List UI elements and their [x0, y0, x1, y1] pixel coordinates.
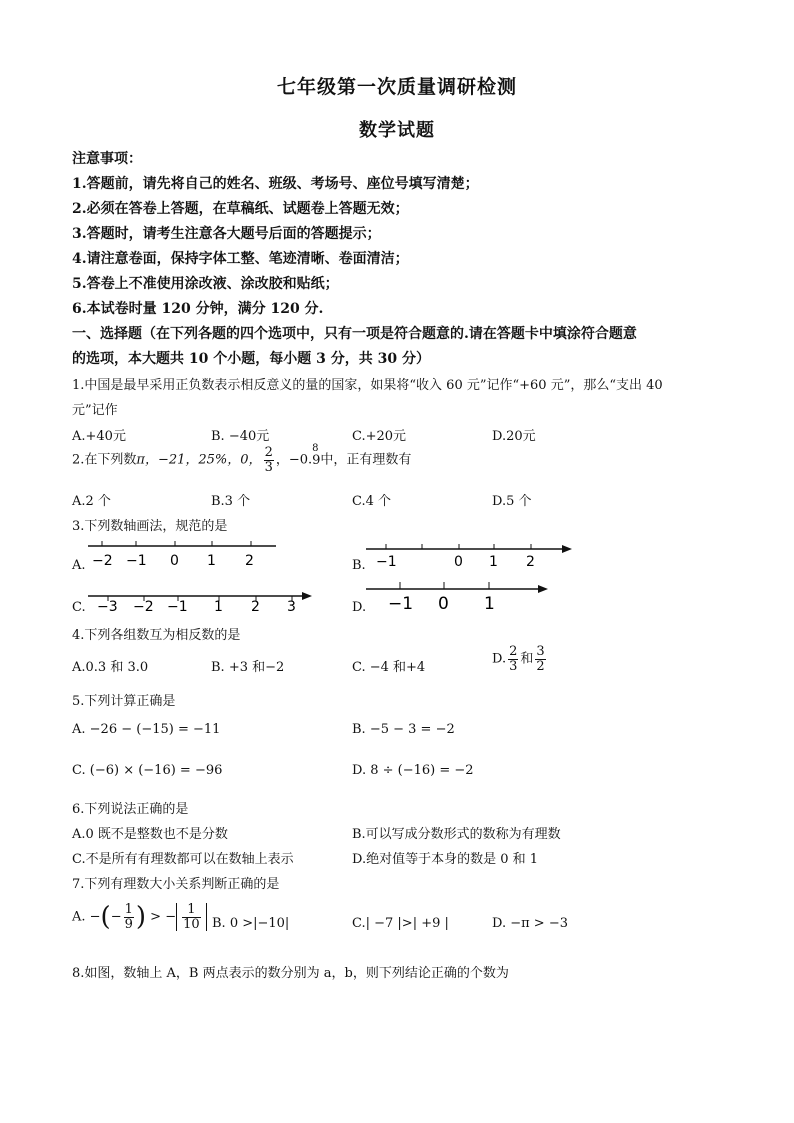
axis-label: 1 [489, 554, 498, 570]
q4-option-a: A.0.3 和 3.0 [72, 660, 149, 675]
q5-stem: 5.下列计算正确是 [72, 694, 176, 709]
q2-list: π，−21，25%，0， [136, 452, 262, 468]
q7-a-abs [176, 903, 207, 931]
axis-label: 2 [251, 599, 260, 615]
q2-prefix: 2.在下列数 [72, 452, 137, 468]
q7-option-d: D. −π > −3 [492, 916, 568, 931]
left-paren: ( [100, 902, 111, 932]
axis-label: 3 [287, 599, 296, 615]
exam-title: 七年级第一次质量调研检测 [276, 76, 517, 98]
q4-d-mid: 和 [520, 651, 534, 667]
section-heading-line1: 一、选择题（在下列各题的四个选项中，只有一项是符合题意的.请在答题卡中填涂符合题意 [72, 326, 637, 342]
q2-suffix: 中，正有理数有 [320, 452, 412, 468]
note-item: 4.请注意卷面，保持字体工整、笔迹清晰、卷面清洁； [72, 251, 409, 267]
axis-label: −2 [92, 553, 113, 569]
q4-stem: 4.下列各组数互为相反数的是 [72, 628, 241, 643]
q6-option-c: C.不是所有有理数都可以在数轴上表示 [72, 852, 294, 867]
axis-label: 0 [454, 554, 463, 570]
axis-arrow [302, 592, 312, 600]
q7-stem: 7.下列有理数大小关系判断正确的是 [72, 877, 280, 892]
q5-option-b: B. −5 − 3 = −2 [352, 722, 455, 737]
q2-option-b: B.3 个 [211, 494, 251, 509]
frac-num: 1 [124, 901, 133, 917]
axis-label: −3 [97, 599, 118, 615]
q2-frac-num: 2 [264, 445, 273, 460]
frac-den: 3 [509, 658, 518, 674]
axis-label: 1 [214, 599, 223, 615]
q1-option-a: A.+40元 [72, 429, 126, 444]
q4-d-prefix: D. [492, 651, 507, 667]
q3-axis-d [364, 580, 554, 616]
q2-option-c: C.4 个 [352, 494, 392, 509]
axis-label: 1 [484, 594, 495, 614]
q3-axis-a [86, 538, 286, 572]
note-item: 1.答题前，请先将自己的姓名、班级、考场号、座位号填写清楚； [72, 176, 479, 192]
q2-fraction [264, 446, 274, 474]
q4-d-fraction-1 [508, 645, 518, 673]
q3-stem: 3.下列数轴画法，规范的是 [72, 519, 228, 534]
q7-option-a [72, 902, 207, 932]
axis-label: −1 [388, 594, 414, 614]
q3-axis-b [364, 540, 576, 574]
q2-option-a: A.2 个 [72, 494, 111, 509]
axis-label: 2 [245, 553, 254, 569]
q7-a-minus: − [110, 909, 122, 925]
q5-option-c: C. (−6) × (−16) = −96 [72, 763, 223, 778]
q4-option-c: C. −4 和+4 [352, 660, 426, 675]
axis-arrow [562, 545, 572, 553]
q4-option-d [492, 645, 548, 673]
q2-rep-dot: 8 [312, 442, 319, 454]
axis-label: −2 [133, 599, 154, 615]
q4-d-fraction-2 [535, 645, 545, 673]
axis-label: 1 [207, 553, 216, 569]
q1-option-c: C.+20元 [352, 429, 407, 444]
q2-rep-digit: 9 [312, 452, 321, 468]
q7-a-fraction-1 [124, 903, 134, 931]
section-heading-line2: 的选项，本大题共 10 个小题，每小题 3 分，共 30 分） [72, 351, 430, 367]
axis-label: −1 [126, 553, 147, 569]
axis-label: 0 [170, 553, 179, 569]
q1-stem-line1: 1.中国是最早采用正负数表示相反意义的量的国家，如果将“收入 60 元”记作“+60 元”，那么“支出 40 [72, 378, 663, 393]
q3-label-d: D. [352, 600, 367, 615]
q6-option-b: B.可以写成分数形式的数称为有理数 [352, 827, 561, 842]
q7-a-prefix: A. − [72, 909, 101, 925]
q5-option-a: A. −26 − (−15) = −11 [72, 722, 221, 737]
right-paren: ) [135, 902, 147, 932]
q7-a-fraction-2 [182, 903, 201, 931]
q7-option-c: C.| −7 |>| +9 | [352, 916, 449, 931]
axis-label: 0 [438, 594, 449, 614]
frac-den: 9 [124, 916, 133, 932]
q1-stem-line2: 元”记作 [72, 403, 118, 418]
q3-label-b: B. [352, 558, 366, 573]
q7-option-b: B. 0 >|−10| [212, 916, 290, 931]
q3-label-c: C. [72, 600, 86, 615]
q2-repeating-digit [312, 442, 321, 468]
q6-option-d: D.绝对值等于本身的数是 0 和 1 [352, 852, 539, 867]
q2-after: ，−0. [275, 452, 313, 468]
frac-num: 2 [509, 644, 518, 659]
frac-num: 3 [536, 644, 545, 659]
q2-stem [72, 442, 412, 475]
axis-label: 2 [526, 554, 535, 570]
q2-option-d: D.5 个 [492, 494, 532, 509]
q3-axis-c [86, 588, 316, 618]
exam-subtitle: 数学试题 [359, 120, 435, 141]
q1-option-b: B. −40元 [211, 429, 270, 444]
q5-option-d: D. 8 ÷ (−16) = −2 [352, 763, 474, 778]
frac-den: 2 [536, 658, 545, 674]
q1-option-d: D.20元 [492, 429, 536, 444]
q8-stem: 8.如图，数轴上 A，B 两点表示的数分别为 a，b，则下列结论正确的个数为 [72, 966, 509, 981]
axis-arrow [538, 585, 548, 593]
q6-stem: 6.下列说法正确的是 [72, 802, 189, 817]
frac-num: 1 [182, 903, 201, 918]
q4-option-b: B. +3 和−2 [211, 660, 285, 675]
q7-a-op: > − [146, 909, 177, 925]
q2-frac-den: 3 [264, 459, 273, 475]
frac-den: 10 [183, 916, 200, 932]
q6-option-a: A.0 既不是整数也不是分数 [72, 827, 228, 842]
notes-heading: 注意事项： [72, 151, 142, 167]
note-item: 5.答卷上不准使用涂改液、涂改胶和贴纸； [72, 276, 339, 292]
note-item: 2.必须在答卷上答题，在草稿纸、试题卷上答题无效； [72, 201, 409, 217]
note-item: 6.本试卷时量 120 分钟，满分 120 分. [72, 301, 324, 317]
q3-label-a: A. [72, 558, 86, 573]
axis-label: −1 [167, 599, 188, 615]
note-item: 3.答题时，请考生注意各大题号后面的答题提示； [72, 226, 381, 242]
axis-label: −1 [376, 554, 397, 570]
